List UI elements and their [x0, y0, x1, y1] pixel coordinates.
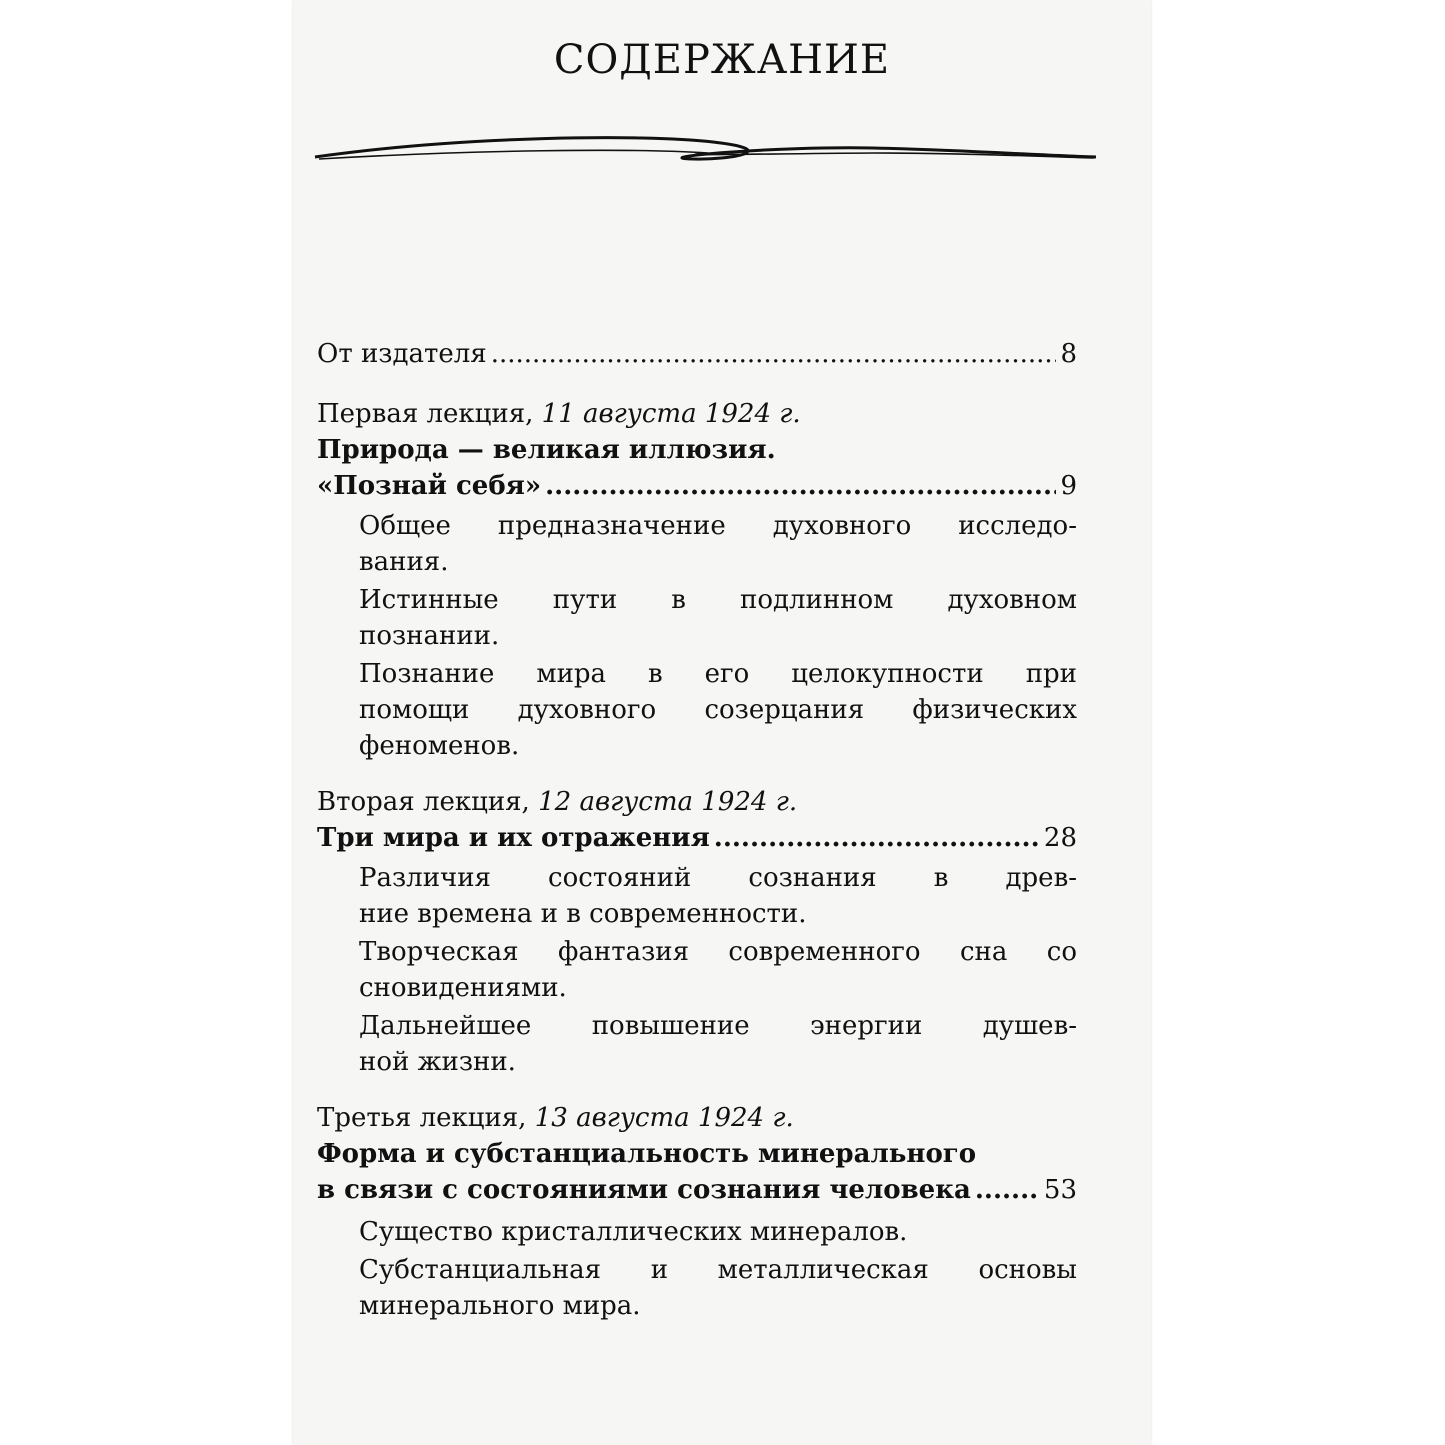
entry-title: От издателя — [317, 339, 487, 369]
topic — [359, 860, 1077, 932]
lecture-title-cont: «Познай себя» — [317, 471, 542, 501]
toc-entry-lecture1[interactable] — [317, 468, 1077, 504]
lecture-date: 13 августа 1924 г. — [534, 1103, 794, 1133]
toc-entry-lecture2[interactable] — [317, 820, 1077, 856]
topic-line: Истинные пути в подлинном духовном — [359, 585, 1077, 615]
topics-list — [317, 508, 1077, 764]
page-number: 53 — [1043, 1175, 1077, 1205]
toc-entry-lecture3[interactable] — [317, 1172, 1077, 1208]
topic-line: Субстанциальная и металлическая основы — [359, 1255, 1077, 1285]
topic — [359, 582, 1077, 654]
topic-line: Дальнейшее повышение энергии душев- — [359, 1011, 1077, 1041]
topic — [359, 1214, 1077, 1250]
leader-dots — [975, 1172, 1040, 1208]
topic-line: Познание мира в его целокупности при — [359, 659, 1077, 689]
lecture-heading — [317, 784, 1077, 820]
lecture-title-cont: в связи с состояниями сознания человека — [317, 1175, 971, 1205]
lecture-date: 11 августа 1924 г. — [541, 399, 801, 429]
topic — [359, 656, 1077, 764]
topic-line: Творческая фантазия современного сна со — [359, 937, 1077, 967]
page-heading: СОДЕРЖАНИЕ — [553, 37, 891, 83]
topics-list — [317, 1214, 1077, 1324]
topic — [359, 508, 1077, 580]
lecture-title: Форма и субстанциальность минерального — [317, 1139, 977, 1169]
decorative-flourish — [313, 126, 1098, 176]
topic-line: сновидениями. — [359, 973, 567, 1003]
topic-line: ной жизни. — [359, 1047, 516, 1077]
lecture-heading — [317, 396, 1077, 432]
topic-line: Различия состояний сознания в древ- — [359, 863, 1077, 893]
topic — [359, 1252, 1077, 1324]
topic-line: минерального мира. — [359, 1291, 641, 1321]
page-number: 8 — [1060, 339, 1077, 369]
topic-line: феноменов. — [359, 731, 520, 761]
topic-line: вания. — [359, 547, 449, 577]
lecture-title: Три мира и их отражения — [317, 823, 710, 853]
lecture-label: Первая лекция, — [317, 399, 534, 429]
topics-list — [317, 860, 1077, 1080]
lecture-heading — [317, 1100, 1077, 1136]
table-of-contents — [317, 336, 1077, 1324]
topic-line: познании. — [359, 621, 500, 651]
page-number: 28 — [1043, 823, 1077, 853]
topic — [359, 934, 1077, 1006]
topic-line: помощи духовного созерцания физических — [359, 695, 1077, 725]
leader-dots — [491, 336, 1057, 372]
toc-entry-publisher[interactable] — [317, 336, 1077, 372]
lecture-date: 12 августа 1924 г. — [538, 787, 798, 817]
topic-line: Существо кристаллических минералов. — [359, 1217, 908, 1247]
leader-dots — [714, 820, 1040, 856]
topic — [359, 1008, 1077, 1080]
book-page — [293, 0, 1151, 1445]
topic-line: ние времена и в современности. — [359, 899, 807, 929]
lecture-title: Природа — великая иллюзия. — [317, 435, 776, 465]
page-number: 9 — [1060, 471, 1077, 501]
lecture-label: Вторая лекция, — [317, 787, 530, 817]
topic-line: Общее предназначение духовного исследо- — [359, 511, 1077, 541]
leader-dots — [545, 468, 1056, 504]
lecture-label: Третья лекция, — [317, 1103, 527, 1133]
